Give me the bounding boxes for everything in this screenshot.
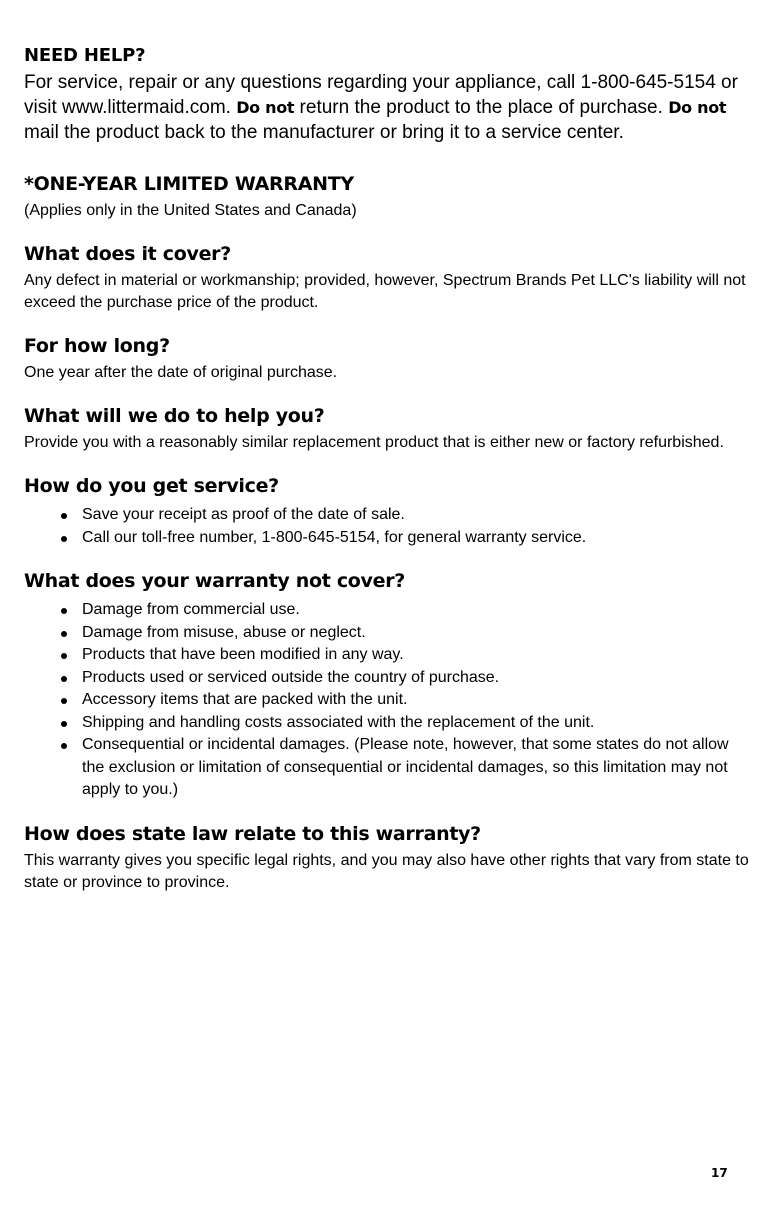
section-text: One year after the date of original purchase. <box>24 364 338 381</box>
section-heading: What will we do to help you? <box>24 405 325 427</box>
section-for-how-long <box>24 334 754 384</box>
list-item: Damage from misuse, abuse or neglect. <box>24 622 754 645</box>
section-what-does-it-cover <box>24 242 754 314</box>
section-heading: What does it cover? <box>24 243 231 265</box>
list-item: Save your receipt as proof of the date of sale. <box>24 504 754 527</box>
service-list <box>24 504 754 549</box>
section-how-to-get-service <box>24 474 754 549</box>
section-heading: How do you get service? <box>24 475 279 497</box>
warranty-heading: *ONE-YEAR LIMITED WARRANTY <box>24 173 354 195</box>
do-not-emphasis-1: Do not <box>236 98 295 117</box>
need-help-text-3: mail the product back to the manufacturer or bring it to a service center. <box>24 122 624 143</box>
section-text: Provide you with a reasonably similar replacement product that is either new or factory refurbished. <box>24 434 724 451</box>
need-help-heading: NEED HELP? <box>24 45 146 66</box>
section-state-law <box>24 822 754 894</box>
warranty-applies-note: (Applies only in the United States and Canada) <box>24 202 357 219</box>
list-item: Accessory items that are packed with the unit. <box>24 689 754 712</box>
section-text: Any defect in material or workmanship; provided, however, Spectrum Brands Pet LLC's liability will not exceed the purchase price of the product. <box>24 272 746 311</box>
need-help-paragraph <box>24 70 754 145</box>
not-covered-list <box>24 599 754 802</box>
section-heading: What does your warranty not cover? <box>24 570 406 592</box>
list-item: Damage from commercial use. <box>24 599 754 622</box>
page-number: 17 <box>711 1166 728 1180</box>
section-what-will-we-do <box>24 404 754 454</box>
warranty-page <box>24 44 754 894</box>
section-text: This warranty gives you specific legal rights, and you may also have other rights that vary from state to state or province to province. <box>24 851 749 891</box>
list-item: Call our toll-free number, 1-800-645-5154, for general warranty service. <box>24 527 754 550</box>
section-heading: For how long? <box>24 335 170 357</box>
section-heading: How does state law relate to this warranty? <box>24 822 481 845</box>
section-not-covered <box>24 569 754 802</box>
need-help-text-2: return the product to the place of purchase. <box>294 97 669 118</box>
list-item: Shipping and handling costs associated with the replacement of the unit. <box>24 712 754 735</box>
list-item: Products that have been modified in any way. <box>24 644 754 667</box>
list-item: Products used or serviced outside the country of purchase. <box>24 667 754 690</box>
list-item: Consequential or incidental damages. (Please note, however, that some states do not allow the exclusion or limitation of consequential or incidental damages, so this limitation may not apply to you.) <box>24 734 754 802</box>
do-not-emphasis-2: Do not <box>668 98 727 117</box>
need-help-text-1: For service, repair or any questions regarding your appliance, call 1-800-645-5154 or visit www.littermaid.com. <box>24 72 738 118</box>
